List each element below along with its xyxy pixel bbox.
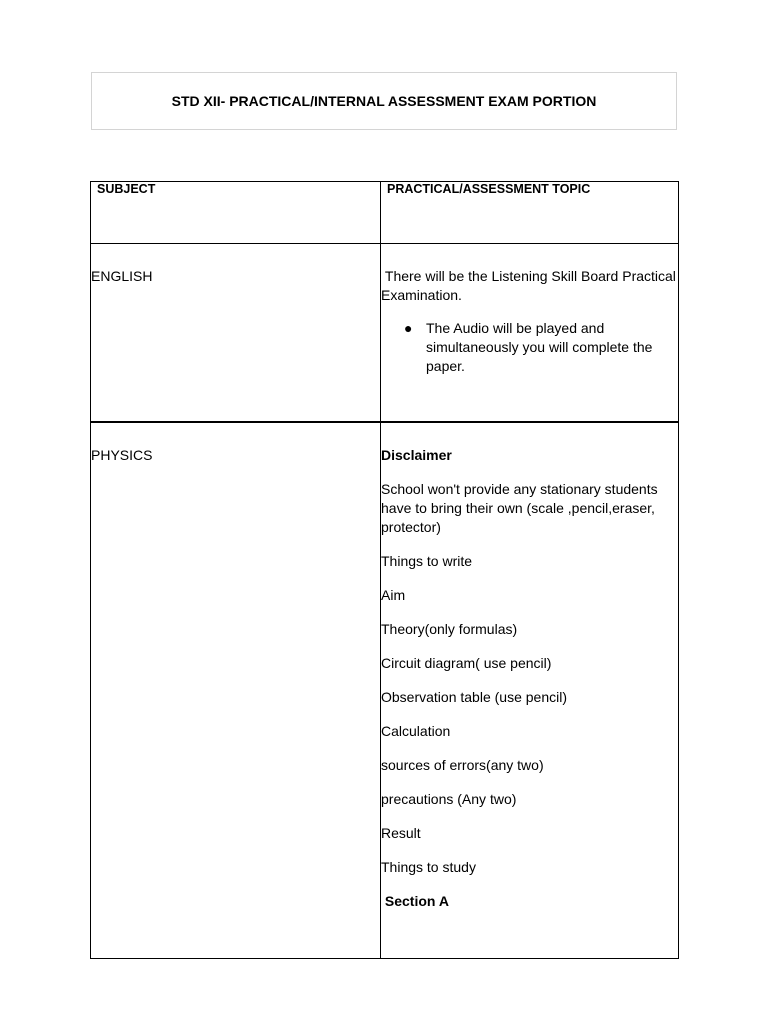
english-bullet-item [404,319,678,376]
subject-english [91,244,381,423]
portion-table [90,181,679,959]
physics-things-to-study: Things to study [381,859,476,875]
table-row-physics [91,422,679,959]
english-bullet-text: The Audio will be played and simultaneously you will complete the paper. [426,320,653,374]
physics-observation-table: Observation table (use pencil) [381,689,567,705]
subject-physics-label: PHYSICS [91,447,153,463]
header-subject: SUBJECT [91,182,381,244]
physics-sources-of-errors: sources of errors(any two) [381,757,544,773]
physics-result: Result [381,825,421,841]
title-box [91,72,677,130]
table-header-row [91,182,679,244]
physics-aim: Aim [381,587,406,603]
topic-english [381,244,679,423]
physics-theory: Theory(only formulas) [381,621,518,637]
topic-physics [381,422,679,959]
english-intro: There will be the Listening Skill Board Practical Examination. [381,268,680,303]
table-row-english [91,244,679,423]
subject-english-label: ENGLISH [91,268,153,284]
page-title: STD XII- PRACTICAL/INTERNAL ASSESSMENT EXAM PORTION [171,93,597,109]
physics-calculation: Calculation [381,723,451,739]
physics-precautions: precautions (Any two) [381,791,517,807]
physics-stationary-note: School won't provide any stationary students have to bring their own (scale ,pencil,eraser, protector) [381,481,658,535]
header-topic: PRACTICAL/ASSESSMENT TOPIC [381,182,679,244]
physics-disclaimer: Disclaimer [381,447,452,463]
physics-things-to-write: Things to write [381,553,473,569]
bullet-dot-icon: ● [404,320,413,336]
subject-physics [91,422,381,959]
physics-circuit-diagram: Circuit diagram( use pencil) [381,655,552,671]
physics-section-a: Section A [381,893,449,909]
